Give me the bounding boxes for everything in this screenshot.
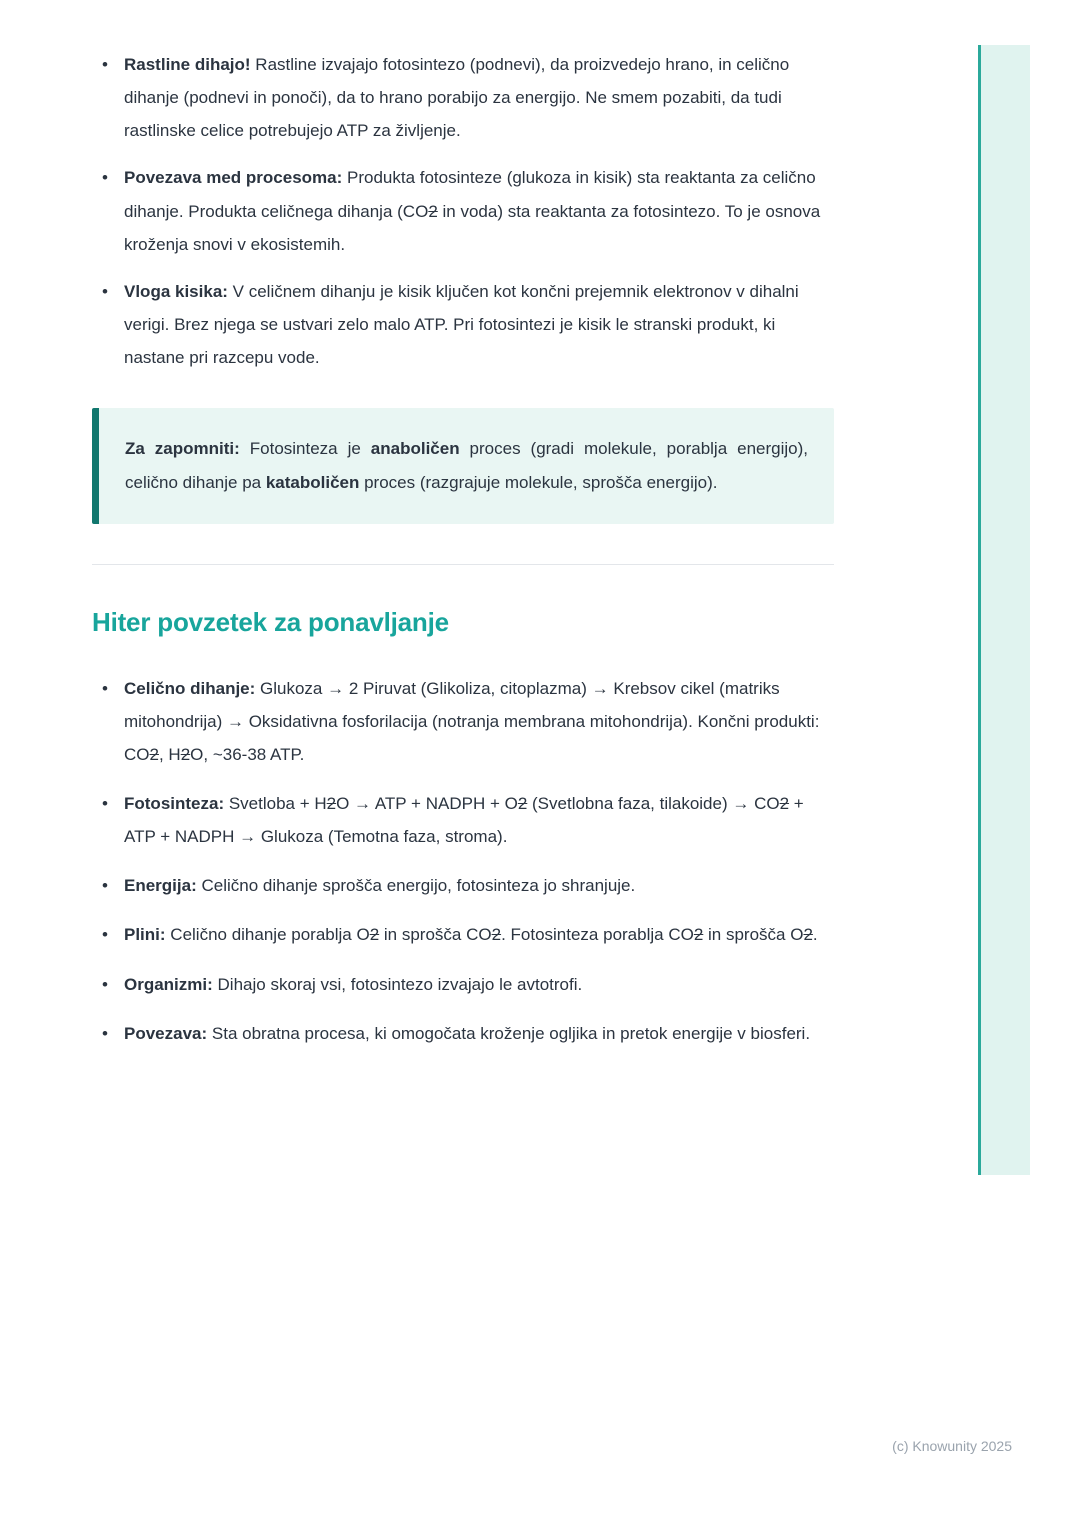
- bullet-item-plini: [92, 918, 834, 951]
- bullet-item-povezava-med-procesoma: [92, 161, 834, 260]
- bullet-text: Povezava med procesoma: Produkta fotosinteze (glukoza in kisik) sta reaktanta za celično dihanje. Produkta celičnega dihanja (CO2 in voda) sta reaktanta za fotosintezo. To je osnova kroženja snovi v ekosistemih.: [124, 168, 821, 254]
- footer-copyright: (c) Knowunity 2025: [892, 1438, 1012, 1454]
- bullet-text: Plini: Celično dihanje porablja O2 in sprošča CO2. Fotosinteza porablja CO2 in sprošča O2.: [124, 925, 818, 945]
- bullet-text: Celično dihanje: Glukoza → 2 Piruvat (Glikoliza, citoplazma) → Krebsov cikel (matriks mitohondrija) → Oksidativna fosforilacija (notranja membrana mitohondrija). Končni produkti: CO2, H2O, ~36-38 ATP.: [124, 678, 820, 764]
- note-callout: [92, 408, 834, 523]
- summary-bullet-list: [92, 672, 834, 1050]
- bullet-text: Energija: Celično dihanje sprošča energijo, fotosinteza jo shranjuje.: [124, 876, 636, 896]
- bullet-item-energija: [92, 869, 834, 902]
- bullet-item-vloga-kisika: [92, 275, 834, 374]
- bullet-text: Organizmi: Dihajo skoraj vsi, fotosintezo izvajajo le avtotrofi.: [124, 974, 583, 994]
- callout-text: Za zapomniti: Fotosinteza je anaboličen proces (gradi molekule, porablja energijo), celično dihanje pa kataboličen proces (razgrajuje molekule, sprošča energijo).: [125, 439, 808, 492]
- bullet-text: Povezava: Sta obratna procesa, ki omogočata kroženje ogljika in pretok energije v biosferi.: [124, 1023, 811, 1043]
- bullet-text: Vloga kisika: V celičnem dihanju je kisik ključen kot končni prejemnik elektronov v dihalni verigi. Brez njega se ustvari zelo malo ATP. Pri fotosintezi je kisik le stranski produkt, ki nastane pri razcepu vode.: [124, 281, 799, 368]
- bullet-item-organizmi: [92, 968, 834, 1001]
- bullet-text: Rastline dihajo! Rastline izvajajo fotosintezo (podnevi), da proizvedejo hrano, in celično dihanje (podnevi in ponoči), da to hrano porabijo za energijo. Ne smem pozabiti, da tudi rastlinske celice potrebujejo ATP za življenje.: [124, 55, 790, 141]
- section-heading: Hiter povzetek za ponavljanje: [92, 606, 449, 637]
- content-area: [92, 48, 834, 1066]
- bullet-text: Fotosinteza: Svetloba + H2O → ATP + NADPH + O2 (Svetlobna faza, tilakoide) → CO2 + ATP + NADPH → Glukoza (Temotna faza, stroma).: [124, 794, 804, 847]
- bullet-item-celicno-dihanje: [92, 672, 834, 771]
- side-stripe-decoration: [978, 45, 1030, 1175]
- intro-bullet-list: [92, 48, 834, 374]
- bullet-item-povezava: [92, 1017, 834, 1050]
- section-divider: [92, 564, 834, 565]
- bullet-item-rastline-dihajo: [92, 48, 834, 147]
- bullet-item-fotosinteza: [92, 787, 834, 853]
